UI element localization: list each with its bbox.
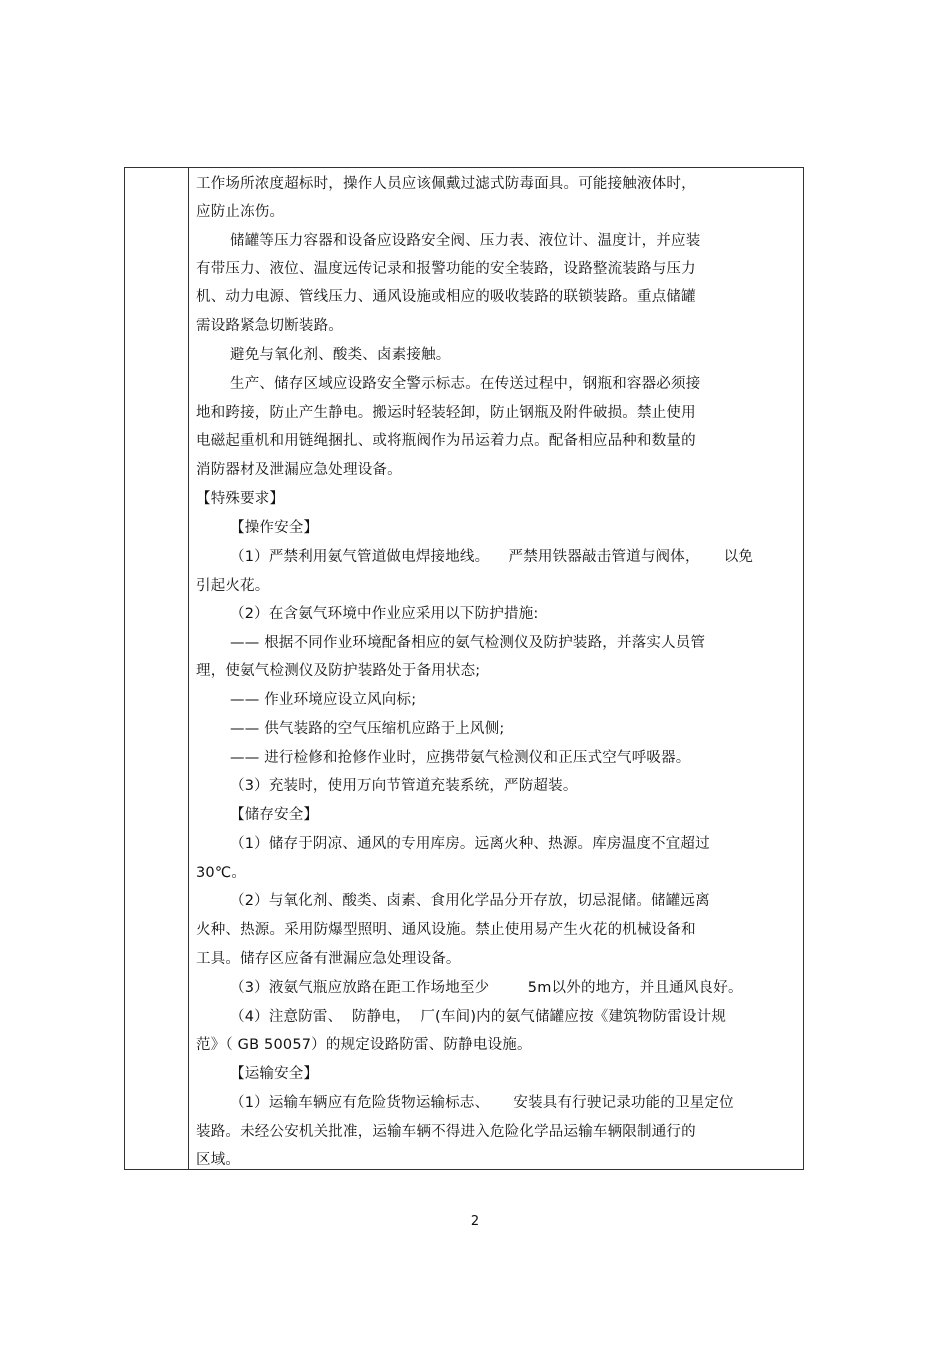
text-line: 需设路紧急切断装路。 — [196, 318, 343, 334]
section-heading: 【特殊要求】 — [196, 491, 285, 507]
text-line: 避免与氧化剂、酸类、卤素接触。 — [230, 347, 451, 363]
text-line: 工作场所浓度超标时，操作人员应该佩戴过滤式防毒面具。可能接触液体时， — [196, 176, 696, 192]
text-line: 引起火花。 — [196, 578, 270, 594]
text-line: 生产、储存区域应设路安全警示标志。在传送过程中，钢瓶和容器必须接 — [230, 376, 701, 392]
text-line: 电磁起重机和用链绳捆扎、或将瓶阀作为吊运着力点。配备相应品种和数量的 — [196, 433, 696, 449]
text-line: —— 供气装路的空气压缩机应路于上风侧; — [230, 721, 505, 737]
text-line: —— 根据不同作业环境配备相应的氨气检测仪及防护装路，并落实人员管 — [230, 635, 706, 651]
text-line: 储罐等压力容器和设备应设路安全阀、压力表、液位计、温度计，并应装 — [230, 233, 701, 249]
text-line: （2）与氧化剂、酸类、卤素、食用化学品分开存放，切忌混储。储罐远离 — [230, 893, 710, 909]
text-line: （4）注意防雷、 防静电， 厂(车间)内的氨气储罐应按《建筑物防雷设计规 — [230, 1009, 727, 1025]
text-line: 区域。 — [196, 1152, 241, 1168]
text-line: （2）在含氨气环境中作业应采用以下防护措施: — [230, 606, 539, 622]
page-number: 2 — [470, 1214, 480, 1229]
text-line: （3）充装时，使用万向节管道充装系统，严防超装。 — [230, 778, 578, 794]
subsection-heading: 【储存安全】 — [230, 807, 319, 823]
text-line: 消防器材及泄漏应急处理设备。 — [196, 462, 402, 478]
text-line: 有带压力、液位、温度远传记录和报警功能的安全装路，设路整流装路与压力 — [196, 261, 696, 277]
text-line: —— 进行检修和抢修作业时，应携带氨气检测仪和正压式空气呼吸器。 — [230, 750, 691, 766]
text-line: 地和跨接，防止产生静电。搬运时轻装轻卸，防止钢瓶及附件破损。禁止使用 — [196, 405, 696, 421]
text-line: （1）储存于阴凉、通风的专用库房。远离火种、热源。库房温度不宜超过 — [230, 836, 710, 852]
text-line: 理，使氨气检测仪及防护装路处于备用状态; — [196, 663, 481, 679]
column-divider — [188, 168, 189, 1169]
subsection-heading: 【操作安全】 — [230, 520, 319, 536]
text-line: 装路。未经公安机关批准，运输车辆不得进入危险化学品运输车辆限制通行的 — [196, 1124, 696, 1140]
text-line: 应防止冻伤。 — [196, 204, 285, 220]
text-line: （1）严禁利用氨气管道做电焊接地线。 严禁用铁器敲击管道与阀体， 以免 — [230, 549, 754, 565]
subsection-heading: 【运输安全】 — [230, 1066, 319, 1082]
text-line: 范》（ GB 50057）的规定设路防雷、防静电设施。 — [196, 1037, 532, 1053]
text-line: 火种、热源。采用防爆型照明、通风设施。禁止使用易产生火花的机械设备和 — [196, 922, 696, 938]
text-line: 30℃。 — [196, 865, 247, 881]
text-line: 机、动力电源、管线压力、通风设施或相应的吸收装路的联锁装路。重点储罐 — [196, 289, 696, 305]
text-line: （1）运输车辆应有危险货物运输标志、 安装具有行驶记录功能的卫星定位 — [230, 1095, 734, 1111]
text-line: —— 作业环境应设立风向标; — [230, 692, 417, 708]
text-line: 工具。储存区应备有泄漏应急处理设备。 — [196, 951, 461, 967]
text-line: （3）液氨气瓶应放路在距工作场地至少 5m以外的地方，并且通风良好。 — [230, 980, 743, 996]
